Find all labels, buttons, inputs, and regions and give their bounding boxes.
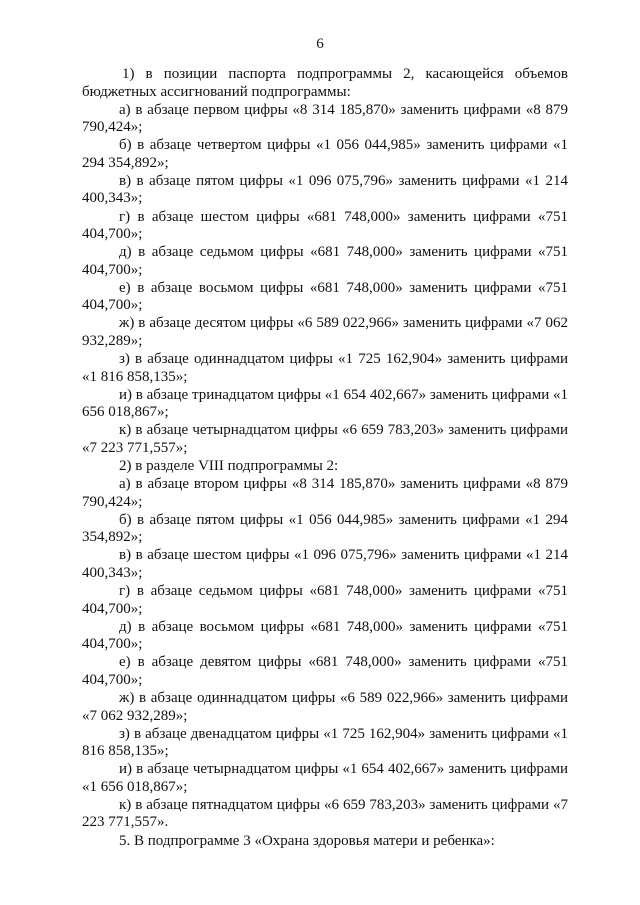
paragraph-amendment-intro-1: 1) в позиции паспорта подпрограммы 2, касающейся объемов бюджетных ассигнований подпрограммы: (82, 66, 568, 100)
paragraph-item: и) в абзаце тринадцатом цифры «1 654 402,667» заменить цифрами «1 656 018,867»; (82, 386, 568, 421)
paragraph-item: з) в абзаце одиннадцатом цифры «1 725 162,904» заменить цифрами «1 816 858,135»; (82, 351, 568, 385)
paragraph-item: к) в абзаце пятнадцатом цифры «6 659 783,203» заменить цифрами «7 223 771,557». (82, 796, 568, 831)
paragraph-item: г) в абзаце седьмом цифры «681 748,000» заменить цифрами «751 404,700»; (82, 583, 568, 617)
paragraph-item: з) в абзаце двенадцатом цифры «1 725 162,904» заменить цифрами «1 816 858,135»; (82, 725, 568, 760)
paragraph-amendment-intro-2: 2) в разделе VIII подпрограммы 2: (119, 458, 339, 475)
document-body (82, 66, 568, 851)
paragraph-item: б) в абзаце четвертом цифры «1 056 044,985» заменить цифрами «1 294 354,892»; (82, 137, 568, 171)
paragraph-item: в) в абзаце шестом цифры «1 096 075,796» заменить цифрами «1 214 400,343»; (82, 547, 568, 581)
paragraph-item: ж) в абзаце одиннадцатом цифры «6 589 022,966» заменить цифрами «7 062 932,289»; (82, 690, 568, 724)
paragraph-section-heading: 5. В подпрограмме 3 «Охрана здоровья матери и ребенка»: (119, 832, 495, 849)
paragraph-item: д) в абзаце восьмом цифры «681 748,000» заменить цифрами «751 404,700»; (82, 618, 568, 653)
page-number: 6 (316, 36, 324, 52)
paragraph-item: д) в абзаце седьмом цифры «681 748,000» заменить цифрами «751 404,700»; (82, 244, 568, 278)
paragraph-item: е) в абзаце восьмом цифры «681 748,000» заменить цифрами «751 404,700»; (82, 279, 568, 314)
paragraph-item: и) в абзаце четырнадцатом цифры «1 654 402,667» заменить цифрами «1 656 018,867»; (82, 761, 568, 795)
paragraph-item: в) в абзаце пятом цифры «1 096 075,796» заменить цифрами «1 214 400,343»; (82, 172, 568, 207)
paragraph-item: е) в абзаце девятом цифры «681 748,000» заменить цифрами «751 404,700»; (82, 654, 568, 688)
paragraph-item: г) в абзаце шестом цифры «681 748,000» заменить цифрами «751 404,700»; (82, 208, 568, 243)
paragraph-item: ж) в абзаце десятом цифры «6 589 022,966» заменить цифрами «7 062 932,289»; (82, 315, 568, 349)
paragraph-item: а) в абзаце втором цифры «8 314 185,870» заменить цифрами «8 879 790,424»; (82, 476, 568, 510)
paragraph-item: а) в абзаце первом цифры «8 314 185,870» заменить цифрами «8 879 790,424»; (82, 101, 568, 136)
paragraph-item: б) в абзаце пятом цифры «1 056 044,985» заменить цифрами «1 294 354,892»; (82, 511, 568, 546)
paragraph-item: к) в абзаце четырнадцатом цифры «6 659 783,203» заменить цифрами «7 223 771,557»; (82, 422, 568, 456)
